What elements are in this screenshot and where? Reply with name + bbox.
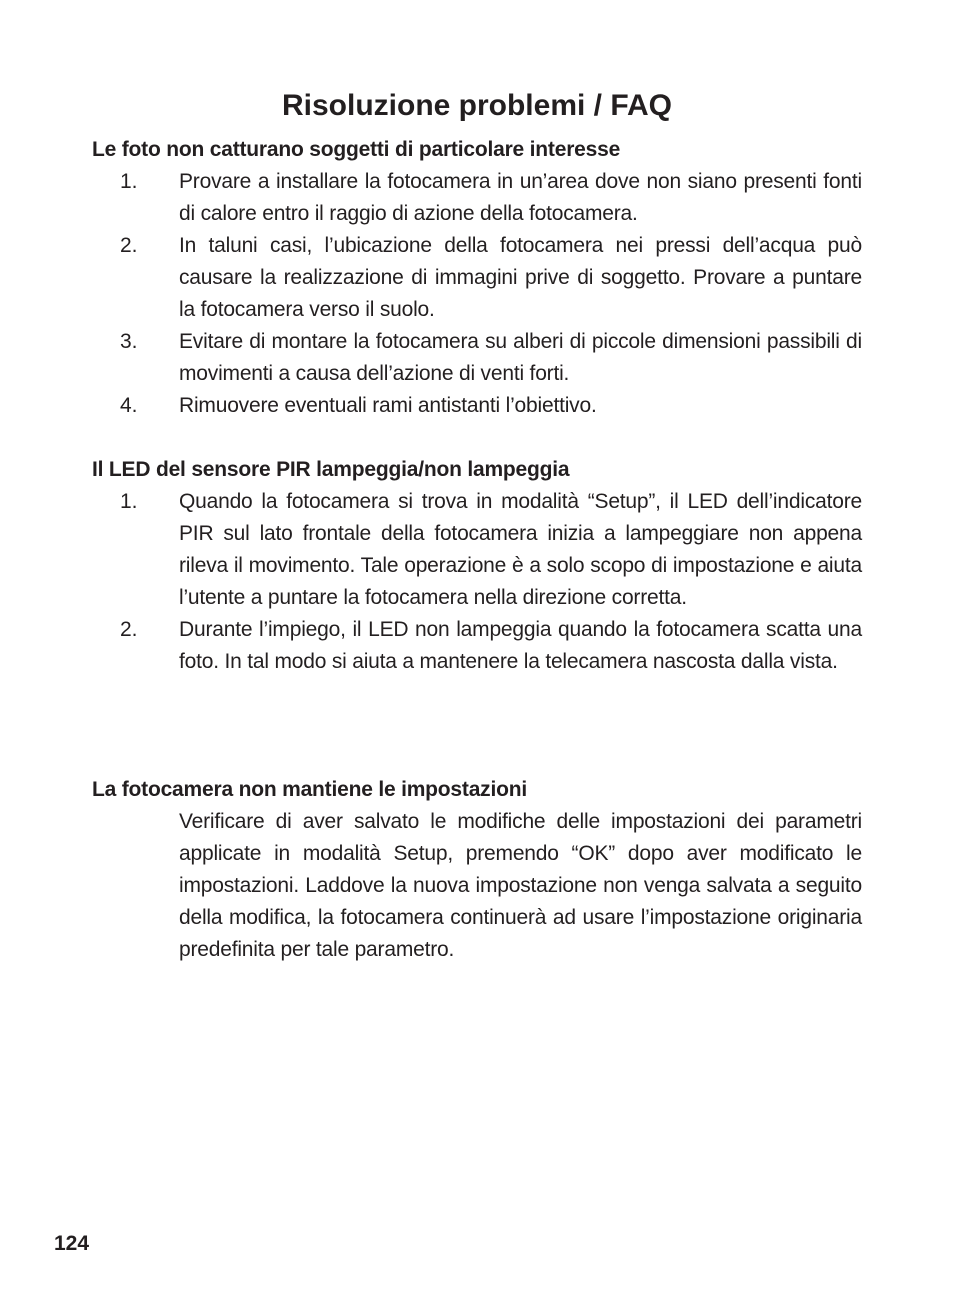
- faq-section-settings: [92, 774, 862, 966]
- item-text: Quando la fotocamera si trova in modalità “Setup”, il LED dell’indicatore PIR sul lato frontale della fotocamera inizia a lampeggiare non appena rileva il movimento. Tale operazione è a solo scopo di impostazione e aiuta l’utente a puntare la fotocamera nella direzione corretta.: [179, 490, 862, 609]
- item-text: Durante l’impiego, il LED non lampeggia quando la fotocamera scatta una foto. In tal modo si aiuta a mantenere la telecamera nascosta dalla vista.: [179, 618, 862, 673]
- item-number: 3.: [120, 330, 138, 353]
- section-heading: Le foto non catturano soggetti di particolare interesse: [92, 138, 621, 161]
- faq-section-pir-led: [92, 454, 862, 678]
- page-title: Risoluzione problemi / FAQ: [281, 89, 673, 122]
- page-number: 124: [54, 1232, 90, 1255]
- list-item: [92, 230, 862, 326]
- section-heading: La fotocamera non mantiene le impostazioni: [92, 778, 528, 801]
- item-number: 1.: [120, 170, 138, 193]
- list-item: [92, 390, 862, 422]
- list-item: [92, 166, 862, 230]
- list-item: [92, 486, 862, 614]
- item-number: 2.: [120, 234, 138, 257]
- item-text: In taluni casi, l’ubicazione della fotocamera nei pressi dell’acqua può causare la realizzazione di immagini prive di soggetto. Provare a puntare la fotocamera verso il suolo.: [179, 234, 862, 321]
- faq-section-photos: [92, 134, 862, 422]
- item-number: 4.: [120, 394, 138, 417]
- item-text: Provare a installare la fotocamera in un’area dove non siano presenti fonti di calore entro il raggio di azione della fotocamera.: [179, 170, 862, 225]
- list-item: [92, 326, 862, 390]
- section-heading: Il LED del sensore PIR lampeggia/non lampeggia: [92, 458, 570, 481]
- list-item: [92, 614, 862, 678]
- item-number: 2.: [120, 618, 138, 641]
- item-text: Rimuovere eventuali rami antistanti l’obiettivo.: [179, 394, 597, 417]
- item-number: 1.: [120, 490, 138, 513]
- section-paragraph: Verificare di aver salvato le modifiche delle impostazioni dei parametri applicate in modalità Setup, premendo “OK” dopo aver modificato le impostazioni. Laddove la nuova impostazione non venga salvata a seguito della modifica, la fotocamera continuerà ad usare l’impostazione originaria predefinita per tale parametro.: [179, 810, 862, 961]
- item-text: Evitare di montare la fotocamera su alberi di piccole dimensioni passibili di movimenti a causa dell’azione di venti forti.: [179, 330, 862, 385]
